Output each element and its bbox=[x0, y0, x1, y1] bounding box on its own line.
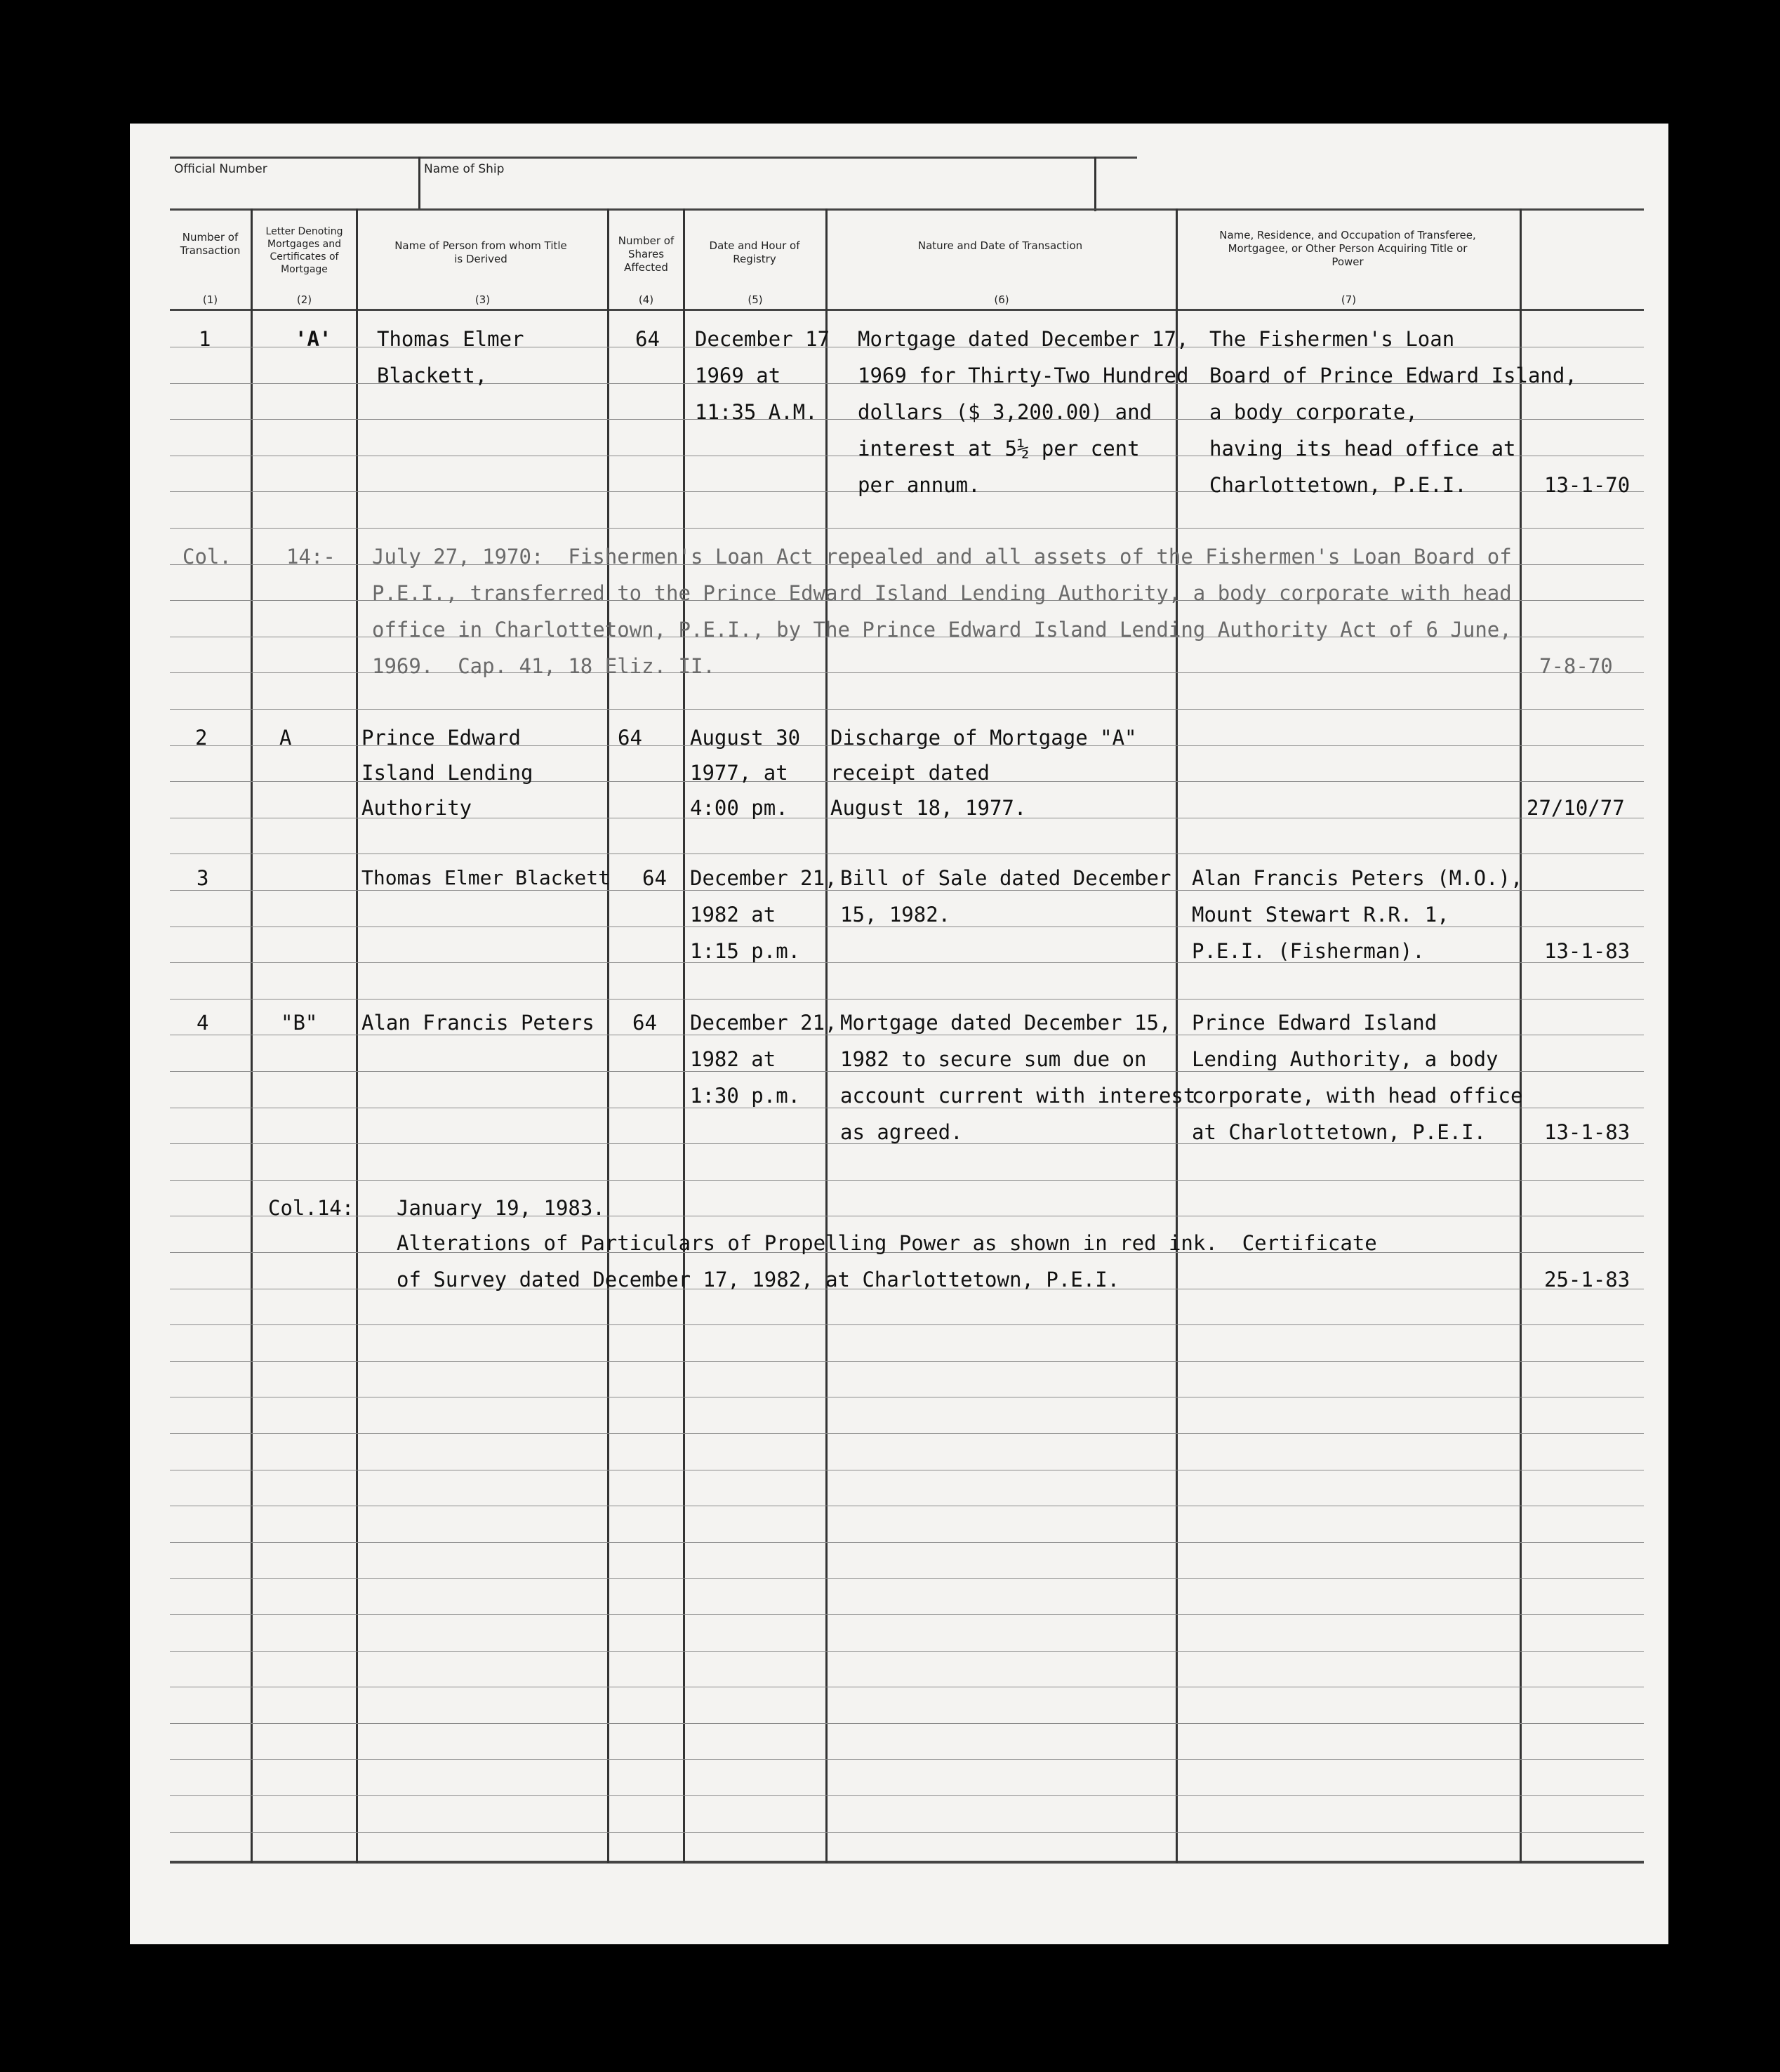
col2-header: Letter Denoting Mortgages and Certificates of Mortgage bbox=[265, 226, 343, 275]
note-line: Alterations of Particulars of Propelling Power as shown in red ink. Certificate bbox=[397, 1231, 1377, 1255]
registry-line: August 30 bbox=[690, 726, 801, 750]
entry-number: 1 bbox=[199, 327, 211, 351]
col1-number: (1) bbox=[202, 293, 218, 306]
acquirer-line: Charlottetown, P.E.I. bbox=[1209, 473, 1467, 497]
registry-line: December 17 bbox=[695, 327, 830, 351]
nature-line: 15, 1982. bbox=[840, 903, 951, 927]
note-line: July 27, 1970: Fishermen's Loan Act repealed and all assets of the Fishermen's Loan Board of bbox=[372, 545, 1512, 569]
entry-date: 13-1-70 bbox=[1544, 473, 1630, 497]
nature-line: account current with interest bbox=[840, 1084, 1196, 1108]
mortgage-letter: A bbox=[279, 726, 292, 750]
entry-date: 13-1-83 bbox=[1544, 939, 1630, 963]
col7-number: (7) bbox=[1341, 293, 1357, 306]
entry-number: 4 bbox=[197, 1011, 209, 1035]
from-person-line: Authority bbox=[361, 796, 472, 820]
ruled-line bbox=[170, 1795, 1644, 1796]
note-line: of Survey dated December 17, 1982, at Charlottetown, P.E.I. bbox=[397, 1268, 1120, 1291]
shares-affected: 64 bbox=[642, 866, 667, 890]
nature-line: as agreed. bbox=[840, 1120, 963, 1144]
ship-name-label: Name of Ship bbox=[424, 162, 505, 176]
from-person-line: Blackett, bbox=[377, 364, 488, 387]
acquirer-line: Alan Francis Peters (M.O.), bbox=[1192, 866, 1523, 890]
ruled-line bbox=[170, 709, 1644, 710]
note-line: P.E.I., transferred to the Prince Edward Island Lending Authority, a body corporate with head bbox=[372, 581, 1512, 605]
ruled-line bbox=[170, 1542, 1644, 1543]
col5-number: (5) bbox=[748, 293, 763, 306]
acquirer-line: The Fishermen's Loan bbox=[1209, 327, 1455, 351]
acquirer-line: a body corporate, bbox=[1209, 400, 1418, 424]
from-person-line: Prince Edward bbox=[361, 726, 521, 750]
col4-number: (4) bbox=[638, 293, 654, 306]
acquirer-line: Lending Authority, a body bbox=[1192, 1047, 1499, 1071]
col6-number: (6) bbox=[994, 293, 1009, 306]
acquirer-line: P.E.I. (Fisherman). bbox=[1192, 939, 1425, 963]
nature-line: per annum. bbox=[858, 473, 981, 497]
note-label: Col. bbox=[182, 545, 232, 569]
note-date: 7-8-70 bbox=[1539, 654, 1613, 678]
nature-line: 1969 for Thirty-Two Hundred bbox=[858, 364, 1189, 387]
col4-header: Number of Shares Affected bbox=[618, 234, 675, 274]
ruled-line bbox=[170, 1361, 1644, 1362]
note-line: 1969. Cap. 41, 18 Eliz. II. bbox=[372, 654, 715, 678]
ruled-line bbox=[170, 1759, 1644, 1760]
acquirer-line: Prince Edward Island bbox=[1192, 1011, 1437, 1035]
acquirer-line: Mount Stewart R.R. 1, bbox=[1192, 903, 1449, 927]
note-line: January 19, 1983. bbox=[397, 1196, 605, 1220]
nature-line: Discharge of Mortgage "A" bbox=[830, 726, 1137, 750]
registry-line: 4:00 pm. bbox=[690, 796, 788, 820]
from-person-line: Thomas Elmer bbox=[377, 327, 524, 351]
nature-line: interest at 5½ per cent bbox=[858, 437, 1140, 460]
ruled-line bbox=[170, 1324, 1644, 1325]
nature-line: dollars ($ 3,200.00) and bbox=[858, 400, 1153, 424]
registry-line: 1969 at bbox=[695, 364, 781, 387]
register-page bbox=[130, 124, 1668, 1944]
from-person-line: Alan Francis Peters bbox=[361, 1011, 595, 1035]
mortgage-letter: "B" bbox=[281, 1011, 318, 1035]
nature-line: August 18, 1977. bbox=[830, 796, 1027, 820]
from-person-line: Thomas Elmer Blackett bbox=[361, 866, 611, 889]
acquirer-line: having its head office at bbox=[1209, 437, 1516, 460]
acquirer-line: Board of Prince Edward Island, bbox=[1209, 364, 1577, 387]
shares-affected: 64 bbox=[632, 1011, 657, 1035]
acquirer-line: corporate, with head office bbox=[1192, 1084, 1523, 1108]
official-number-label: Official Number bbox=[174, 162, 267, 176]
ruled-line bbox=[170, 999, 1644, 1000]
col3-number: (3) bbox=[474, 293, 491, 306]
shares-affected: 64 bbox=[618, 726, 642, 750]
note-date: 25-1-83 bbox=[1544, 1268, 1630, 1291]
acquirer-line: at Charlottetown, P.E.I. bbox=[1192, 1120, 1487, 1144]
mortgage-letter: 'A' bbox=[295, 327, 332, 351]
ruled-line bbox=[170, 1832, 1644, 1833]
col1-header: Number of Transaction bbox=[180, 231, 241, 257]
entry-number: 3 bbox=[197, 866, 209, 890]
nature-line: Mortgage dated December 17, bbox=[858, 327, 1189, 351]
registry-line: 1982 at bbox=[690, 903, 776, 927]
registry-line: 1977, at bbox=[690, 761, 788, 785]
ruled-line bbox=[170, 528, 1644, 529]
registry-line: 1:30 p.m. bbox=[690, 1084, 801, 1108]
col6-header: Nature and Date of Transaction bbox=[917, 239, 1083, 252]
ruled-line bbox=[170, 1614, 1644, 1615]
shares-affected: 64 bbox=[635, 327, 660, 351]
ruled-line bbox=[170, 890, 1644, 891]
entry-date: 27/10/77 bbox=[1527, 796, 1625, 820]
note-label: 14:- bbox=[286, 545, 336, 569]
col7-header: Name, Residence, and Occupation of Transferee, Mortgagee, or Other Person Acquiring Title or Power bbox=[1219, 229, 1476, 268]
nature-line: receipt dated bbox=[830, 761, 990, 785]
ruled-line bbox=[170, 1578, 1644, 1579]
nature-line: 1982 to secure sum due on bbox=[840, 1047, 1147, 1071]
from-person-line: Island Lending bbox=[361, 761, 533, 785]
ruled-line bbox=[170, 1180, 1644, 1181]
registry-line: 1:15 p.m. bbox=[690, 939, 801, 963]
registry-line: 11:35 A.M. bbox=[695, 400, 818, 424]
ruled-line bbox=[170, 1071, 1644, 1072]
ruled-line bbox=[170, 1723, 1644, 1724]
ruled-line bbox=[170, 1651, 1644, 1652]
registry-line: December 21, bbox=[690, 866, 837, 890]
col3-header: Name of Person from whom Title is Derived bbox=[394, 239, 567, 265]
entry-date: 13-1-83 bbox=[1544, 1120, 1630, 1144]
col2-number: (2) bbox=[296, 293, 312, 306]
entry-number: 2 bbox=[195, 726, 208, 750]
ruled-line bbox=[170, 1433, 1644, 1434]
note-line: office in Charlottetown, P.E.I., by The Prince Edward Island Lending Authority Act of 6 June, bbox=[372, 618, 1512, 642]
registry-line: December 21, bbox=[690, 1011, 837, 1035]
nature-line: Mortgage dated December 15, bbox=[840, 1011, 1171, 1035]
registry-line: 1982 at bbox=[690, 1047, 776, 1071]
nature-line: Bill of Sale dated December bbox=[840, 866, 1171, 890]
note-label: Col.14: bbox=[268, 1196, 354, 1220]
col5-header: Date and Hour of Registry bbox=[709, 239, 800, 265]
